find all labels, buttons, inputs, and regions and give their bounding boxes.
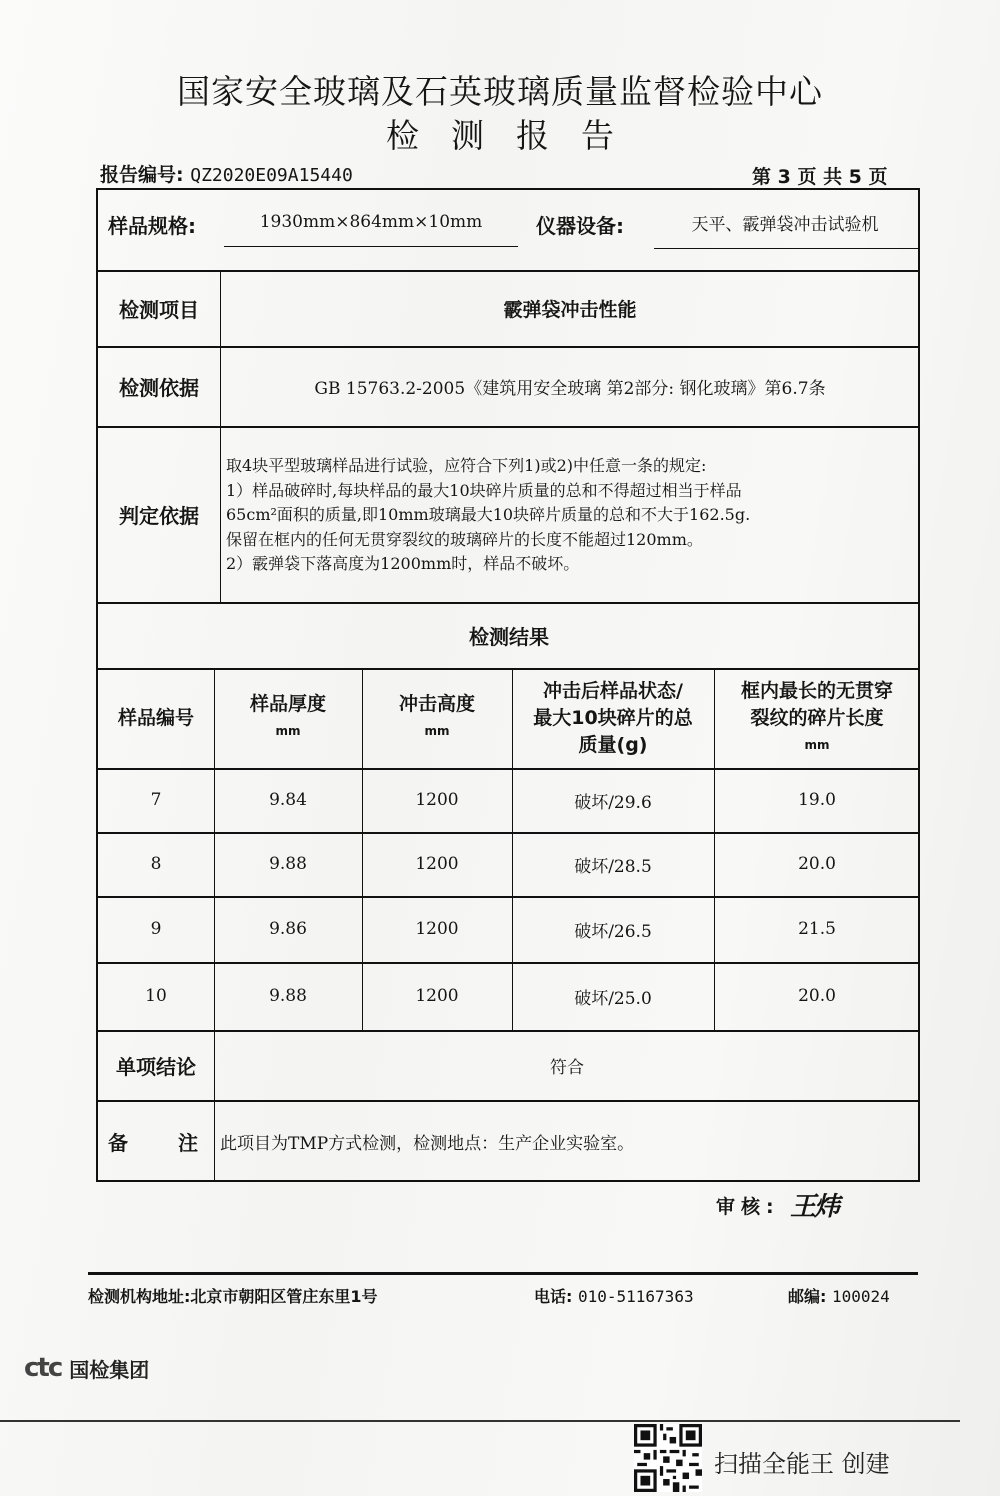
footer-phone (534, 1284, 694, 1307)
criteria-text (226, 454, 826, 577)
report-number (100, 160, 353, 187)
cell-sample-id: 8 (150, 854, 162, 874)
col-header-unit: mm (804, 737, 830, 752)
cell-sample-id: 7 (150, 790, 162, 810)
footer-postcode (788, 1284, 890, 1307)
report-number-value: QZ2020E09A15440 (190, 165, 353, 186)
col-header-line: 裂纹的碎片长度 (750, 706, 884, 729)
footer-address (88, 1284, 378, 1307)
underline (224, 246, 518, 247)
col-header-line: 最大10块碎片的总 (533, 706, 693, 729)
title-char: 测 (451, 116, 484, 155)
cell-thickness: 9.88 (269, 986, 307, 1006)
remarks-label (98, 1100, 214, 1182)
page-bottom-edge (0, 1420, 960, 1422)
col-header-label: 样品厚度 (249, 693, 326, 715)
equipment-value: 天平、霰弹袋冲击试验机 (691, 214, 879, 235)
qr-code-icon (634, 1424, 702, 1492)
phone-value: 010-51167363 (577, 1287, 694, 1306)
cell-thickness: 9.86 (269, 919, 307, 939)
cell-thickness: 9.88 (269, 854, 307, 874)
cell-sample-id: 9 (150, 919, 162, 939)
sample-spec-value: 1930mm×864mm×10mm (259, 212, 483, 232)
criteria-line: 取4块平型玻璃样品进行试验，应符合下列1)或2)中任意一条的规定: (226, 456, 707, 475)
reviewer-signature: 王炜 (790, 1192, 839, 1222)
col-header-sample-id: 样品编号 (117, 706, 194, 729)
col-header-state-mass (512, 668, 714, 768)
sample-spec-label: 样品规格: (108, 214, 196, 238)
cell-state: 破坏/28.5 (574, 856, 652, 877)
organization-title: 国家安全玻璃及石英玻璃质量监督检验中心 (177, 72, 823, 111)
test-basis-label: 检测依据 (119, 375, 199, 400)
col-header-line: 框内最长的无贯穿 (740, 679, 893, 702)
cell-thickness: 9.84 (269, 790, 307, 810)
report-table (96, 188, 920, 1182)
cell-state: 破坏/26.5 (574, 921, 652, 942)
cell-length: 20.0 (798, 854, 836, 874)
conclusion-label: 单项结论 (116, 1054, 196, 1079)
cell-state: 破坏/29.6 (574, 792, 652, 813)
scanner-watermark: 扫描全能王 创建 (714, 1450, 890, 1478)
col-header-unit: mm (275, 724, 301, 738)
cell-height: 1200 (415, 986, 459, 1006)
criteria-line: 65cm²面积的质量,即10mm玻璃最大10块碎片质量的总和不大于162.5g. (226, 505, 751, 524)
title-char: 报 (516, 116, 549, 155)
col-header-line: 质量(g) (578, 733, 648, 756)
col-header-unit: mm (424, 724, 450, 738)
postcode-value: 100024 (831, 1287, 890, 1306)
ctc-logo (24, 1353, 149, 1383)
test-item-value: 霰弹袋冲击性能 (503, 298, 637, 321)
cell-height: 1200 (415, 854, 459, 874)
report-number-label: 报告编号: (100, 164, 184, 186)
cell-sample-id: 10 (145, 986, 167, 1006)
postcode-label: 邮编: (788, 1287, 827, 1306)
title-char: 告 (581, 116, 614, 155)
divider (98, 426, 918, 428)
cell-length: 21.5 (798, 919, 836, 939)
col-header-thickness (214, 668, 362, 768)
document-title (0, 110, 1000, 157)
col-header-fragment-length (714, 668, 920, 768)
cell-length: 19.0 (798, 790, 836, 810)
ctc-logo-icon: ctc (24, 1353, 62, 1383)
address-label: 检测机构地址: (88, 1287, 191, 1306)
test-basis-value: GB 15763.2-2005《建筑用安全玻璃 第2部分: 钢化玻璃》第6.7条 (314, 378, 826, 399)
criteria-line: 1）样品破碎时,每块样品的最大10块碎片质量的总和不得超过相当于样品 (226, 480, 742, 500)
test-item-label: 检测项目 (119, 297, 199, 322)
criteria-label: 判定依据 (119, 503, 199, 528)
conclusion-value: 符合 (550, 1057, 584, 1078)
cell-length: 20.0 (798, 986, 836, 1006)
col-header-line: 冲击后样品状态/ (543, 679, 683, 702)
remarks-label-a: 备 (108, 1130, 128, 1155)
remarks-label-b: 注 (178, 1130, 198, 1155)
cell-height: 1200 (415, 790, 459, 810)
equipment-label: 仪器设备: (536, 214, 624, 238)
underline (654, 248, 918, 249)
remarks-value: 此项目为TMP方式检测，检测地点：生产企业实验室。 (220, 1133, 635, 1154)
review-label: 审核: (716, 1196, 780, 1218)
col-header-impact-height (362, 668, 512, 768)
brand-name: 国检集团 (69, 1357, 150, 1382)
col-header-label: 冲击高度 (398, 693, 475, 715)
cell-state: 破坏/25.0 (574, 988, 652, 1009)
title-char: 检 (386, 116, 419, 155)
criteria-line: 2）霰弹袋下落高度为1200mm时，样品不破坏。 (226, 554, 580, 573)
footer-divider (88, 1272, 918, 1275)
page-indicator: 第 3 页 共 5 页 (752, 166, 888, 188)
phone-label: 电话: (534, 1287, 573, 1306)
criteria-line: 保留在框内的任何无贯穿裂纹的玻璃碎片的长度不能超过120mm。 (226, 529, 703, 549)
address-value: 北京市朝阳区管庄东里1号 (190, 1287, 378, 1306)
results-title: 检测结果 (469, 624, 549, 649)
cell-height: 1200 (415, 919, 459, 939)
